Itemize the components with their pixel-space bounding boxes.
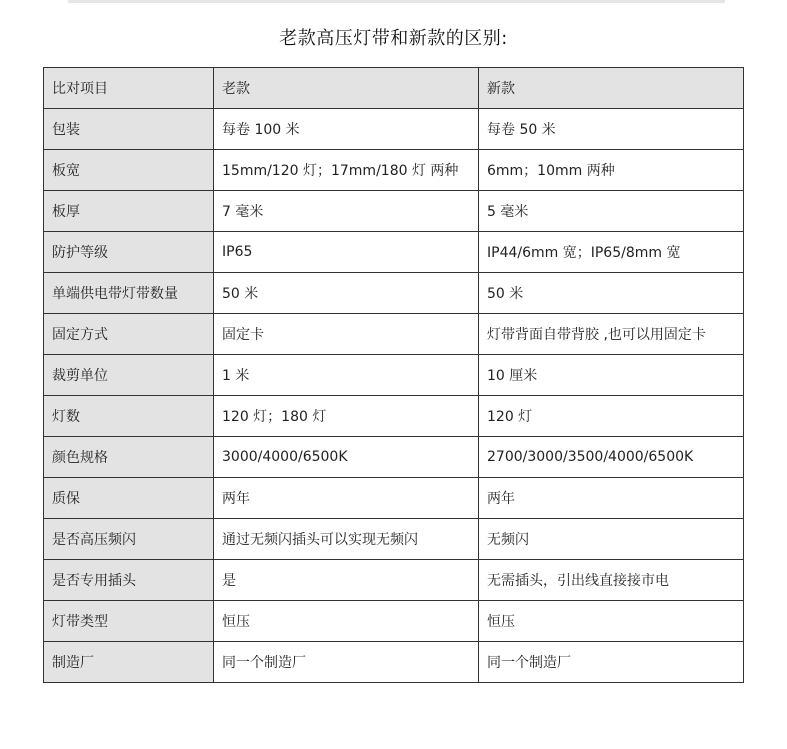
table-row xyxy=(44,232,744,273)
table-row xyxy=(44,109,744,150)
header-new-model: 新款 xyxy=(479,68,744,109)
comparison-table xyxy=(43,67,744,683)
table-row xyxy=(44,601,744,642)
table-row xyxy=(44,191,744,232)
top-divider xyxy=(68,0,725,3)
table-row xyxy=(44,437,744,478)
new-value: 2700/3000/3500/4000/6500K xyxy=(479,437,744,478)
table-row xyxy=(44,642,744,683)
old-value: 50 米 xyxy=(214,273,479,314)
old-value: 恒压 xyxy=(214,601,479,642)
new-value: 恒压 xyxy=(479,601,744,642)
table-row xyxy=(44,355,744,396)
old-value: 同一个制造厂 xyxy=(214,642,479,683)
row-label: 灯数 xyxy=(44,396,214,437)
old-value: 固定卡 xyxy=(214,314,479,355)
row-label: 裁剪单位 xyxy=(44,355,214,396)
new-value: 每卷 50 米 xyxy=(479,109,744,150)
row-label: 固定方式 xyxy=(44,314,214,355)
old-value: 是 xyxy=(214,560,479,601)
old-value: IP65 xyxy=(214,232,479,273)
row-label: 包装 xyxy=(44,109,214,150)
table-row xyxy=(44,273,744,314)
new-value: 两年 xyxy=(479,478,744,519)
row-label: 颜色规格 xyxy=(44,437,214,478)
row-label: 单端供电带灯带数量 xyxy=(44,273,214,314)
table-row xyxy=(44,560,744,601)
table-row xyxy=(44,396,744,437)
new-value: 无需插头，引出线直接接市电 xyxy=(479,560,744,601)
old-value: 通过无频闪插头可以实现无频闪 xyxy=(214,519,479,560)
row-label: 是否高压频闪 xyxy=(44,519,214,560)
table-row xyxy=(44,519,744,560)
table-row xyxy=(44,314,744,355)
new-value: 50 米 xyxy=(479,273,744,314)
old-value: 1 米 xyxy=(214,355,479,396)
new-value: 120 灯 xyxy=(479,396,744,437)
table-row xyxy=(44,478,744,519)
document-title: 老款高压灯带和新款的区别: xyxy=(279,28,508,49)
new-value: 5 毫米 xyxy=(479,191,744,232)
table-row xyxy=(44,150,744,191)
row-label: 板宽 xyxy=(44,150,214,191)
old-value: 120 灯；180 灯 xyxy=(214,396,479,437)
new-value: 6mm；10mm 两种 xyxy=(479,150,744,191)
row-label: 防护等级 xyxy=(44,232,214,273)
old-value: 两年 xyxy=(214,478,479,519)
row-label: 质保 xyxy=(44,478,214,519)
table-header-row xyxy=(44,68,744,109)
old-value: 每卷 100 米 xyxy=(214,109,479,150)
row-label: 制造厂 xyxy=(44,642,214,683)
old-value: 15mm/120 灯；17mm/180 灯 两种 xyxy=(214,150,479,191)
row-label: 是否专用插头 xyxy=(44,560,214,601)
new-value: IP44/6mm 宽；IP65/8mm 宽 xyxy=(479,232,744,273)
new-value: 无频闪 xyxy=(479,519,744,560)
old-value: 3000/4000/6500K xyxy=(214,437,479,478)
row-label: 板厚 xyxy=(44,191,214,232)
new-value: 灯带背面自带背胶 ,也可以用固定卡 xyxy=(479,314,744,355)
new-value: 10 厘米 xyxy=(479,355,744,396)
header-old-model: 老款 xyxy=(214,68,479,109)
row-label: 灯带类型 xyxy=(44,601,214,642)
old-value: 7 毫米 xyxy=(214,191,479,232)
new-value: 同一个制造厂 xyxy=(479,642,744,683)
header-compare-item: 比对项目 xyxy=(44,68,214,109)
